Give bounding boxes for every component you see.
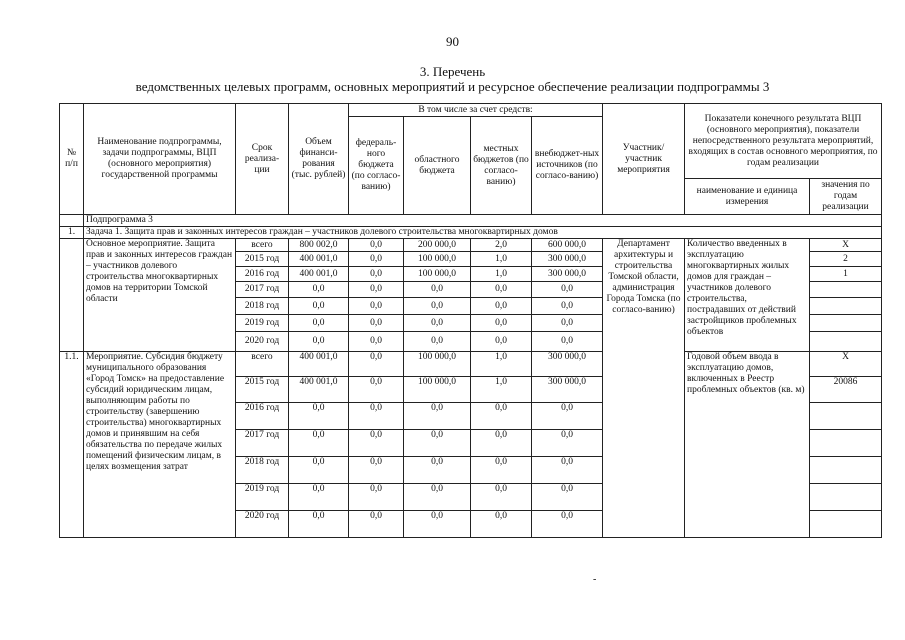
regional-cell: 0,0	[404, 511, 471, 538]
term-cell: всего	[236, 352, 289, 377]
federal-cell: 0,0	[349, 315, 404, 332]
extra-cell: 300 000,0	[532, 377, 603, 403]
federal-cell: 0,0	[349, 282, 404, 298]
federal-cell: 0,0	[349, 298, 404, 315]
term-cell: 2017 год	[236, 430, 289, 457]
main-activity-name: Основное мероприятие. Защита прав и законных интересов граждан – участников долевого строительства многоквартирных домов на территории Томской области	[84, 239, 236, 352]
extra-cell: 0,0	[532, 511, 603, 538]
regional-cell: 0,0	[404, 430, 471, 457]
regional-cell: 0,0	[404, 332, 471, 352]
volume-cell: 0,0	[289, 315, 349, 332]
term-cell: 2016 год	[236, 403, 289, 430]
task-no: 1.	[60, 227, 84, 239]
local-cell: 0,0	[471, 457, 532, 484]
federal-cell: 0,0	[349, 377, 404, 403]
extra-cell: 0,0	[532, 430, 603, 457]
local-cell: 0,0	[471, 332, 532, 352]
header-indicator-name: наименование и единица измерения	[685, 179, 810, 215]
term-cell: 2015 год	[236, 377, 289, 403]
federal-cell: 0,0	[349, 239, 404, 252]
indicator-value-cell: 20086	[810, 377, 882, 403]
volume-cell: 0,0	[289, 403, 349, 430]
header-federal: федераль-ного бюджета (по согласо-ванию)	[349, 117, 404, 215]
volume-cell: 0,0	[289, 511, 349, 538]
regional-cell: 200 000,0	[404, 239, 471, 252]
subprogram-label: Подпрограмма 3	[84, 215, 882, 227]
extra-cell: 600 000,0	[532, 239, 603, 252]
term-cell: 2019 год	[236, 484, 289, 511]
term-cell: 2016 год	[236, 267, 289, 282]
indicator-value-cell	[810, 484, 882, 511]
term-cell: 2020 год	[236, 332, 289, 352]
federal-cell: 0,0	[349, 511, 404, 538]
local-cell: 1,0	[471, 352, 532, 377]
regional-cell: 0,0	[404, 484, 471, 511]
federal-cell: 0,0	[349, 352, 404, 377]
header-volume: Объем финанси-рования (тыс. рублей)	[289, 104, 349, 215]
volume-cell: 0,0	[289, 332, 349, 352]
regional-cell: 0,0	[404, 457, 471, 484]
term-cell: 2015 год	[236, 252, 289, 267]
footer-mark: -	[593, 574, 597, 585]
regional-cell: 100 000,0	[404, 267, 471, 282]
local-cell: 2,0	[471, 239, 532, 252]
regional-cell: 0,0	[404, 315, 471, 332]
term-cell: 2018 год	[236, 298, 289, 315]
extra-cell: 300 000,0	[532, 267, 603, 282]
indicator-value-cell	[810, 298, 882, 315]
header-term: Срок реализа-ции	[236, 104, 289, 215]
extra-cell: 0,0	[532, 484, 603, 511]
header-indicators: Показатели конечного результата ВЦП (основного мероприятия), показатели непосредственного результата мероприятий, входящих в состав основного мероприятия, по годам реализации	[685, 104, 882, 179]
federal-cell: 0,0	[349, 403, 404, 430]
volume-cell: 0,0	[289, 457, 349, 484]
extra-cell: 0,0	[532, 282, 603, 298]
volume-cell: 0,0	[289, 430, 349, 457]
term-cell: всего	[236, 239, 289, 252]
indicator-value-cell	[810, 282, 882, 298]
local-cell: 0,0	[471, 484, 532, 511]
activity-1-1-no: 1.1.	[60, 352, 84, 538]
local-cell: 0,0	[471, 298, 532, 315]
extra-cell: 0,0	[532, 403, 603, 430]
header-extra: внебюджет-ных источников (по согласо-ванию)	[532, 117, 603, 215]
volume-cell: 400 001,0	[289, 252, 349, 267]
volume-cell: 400 001,0	[289, 377, 349, 403]
indicator-value-cell	[810, 457, 882, 484]
federal-cell: 0,0	[349, 267, 404, 282]
volume-cell: 400 001,0	[289, 267, 349, 282]
indicator-value-cell: 2	[810, 252, 882, 267]
term-cell: 2019 год	[236, 315, 289, 332]
title-line-1: 3. Перечень	[419, 64, 486, 79]
extra-cell: 0,0	[532, 332, 603, 352]
local-cell: 1,0	[471, 377, 532, 403]
local-cell: 0,0	[471, 315, 532, 332]
indicator-value-cell	[810, 511, 882, 538]
volume-cell: 0,0	[289, 282, 349, 298]
activity-1-1-indicator-name: Годовой объем ввода в эксплуатацию домов, включенных в Реестр проблемных объектов (кв. м)	[685, 352, 810, 538]
participant-cell: Департамент архитектуры и строительства Томской области, администрация Города Томска (по согласо-ванию)	[603, 239, 685, 538]
regional-cell: 100 000,0	[404, 377, 471, 403]
regional-cell: 0,0	[404, 282, 471, 298]
regional-cell: 100 000,0	[404, 252, 471, 267]
subprogram-no	[60, 215, 84, 227]
local-cell: 0,0	[471, 282, 532, 298]
federal-cell: 0,0	[349, 332, 404, 352]
header-participant: Участник/ участник мероприятия	[603, 104, 685, 215]
header-local: местных бюджетов (по согласо-ванию)	[471, 117, 532, 215]
local-cell: 0,0	[471, 430, 532, 457]
extra-cell: 300 000,0	[532, 352, 603, 377]
regional-cell: 100 000,0	[404, 352, 471, 377]
local-cell: 0,0	[471, 403, 532, 430]
volume-cell: 800 002,0	[289, 239, 349, 252]
federal-cell: 0,0	[349, 252, 404, 267]
extra-cell: 0,0	[532, 315, 603, 332]
term-cell: 2020 год	[236, 511, 289, 538]
local-cell: 0,0	[471, 511, 532, 538]
header-no: № п/п	[60, 104, 84, 215]
indicator-value-cell	[810, 403, 882, 430]
local-cell: 1,0	[471, 252, 532, 267]
extra-cell: 0,0	[532, 457, 603, 484]
activity-1-1-name: Мероприятие. Субсидия бюджету муниципального образования «Город Томск» на предоставление субсидий юридическим лицам, выполняющим работы по строительству (завершению строительства) многоквартирных домов и принявшим на себя обязательства по передаче жилых помещений физическим лицам, в целях возмещения затрат	[84, 352, 236, 538]
volume-cell: 0,0	[289, 484, 349, 511]
indicator-value-cell: X	[810, 352, 882, 377]
volume-cell: 0,0	[289, 298, 349, 315]
regional-cell: 0,0	[404, 403, 471, 430]
regional-cell: 0,0	[404, 298, 471, 315]
task-label: Задача 1. Защита прав и законных интересов граждан – участников долевого строительства многоквартирных домов	[84, 227, 882, 239]
indicator-value-cell	[810, 332, 882, 352]
page-number: 90	[446, 34, 459, 49]
indicator-value-cell	[810, 315, 882, 332]
activities-table	[59, 103, 882, 538]
indicator-value-cell	[810, 430, 882, 457]
main-indicator-name: Количество введенных в эксплуатацию многоквартирных жилых домов для граждан – участников долевого строительства, пострадавших от действий застройщиков проблемных объектов	[685, 239, 810, 352]
volume-cell: 400 001,0	[289, 352, 349, 377]
header-name: Наименование подпрограммы, задачи подпрограммы, ВЦП (основного мероприятия) государственной программы	[84, 104, 236, 215]
indicator-value-cell: X	[810, 239, 882, 252]
term-cell: 2018 год	[236, 457, 289, 484]
main-activity-no	[60, 239, 84, 352]
header-indicator-values: значения по годам реализации	[810, 179, 882, 215]
federal-cell: 0,0	[349, 430, 404, 457]
header-regional: областного бюджета	[404, 117, 471, 215]
page-title	[0, 64, 905, 94]
extra-cell: 300 000,0	[532, 252, 603, 267]
extra-cell: 0,0	[532, 298, 603, 315]
title-line-2: ведомственных целевых программ, основных мероприятий и ресурсное обеспечение реализации подпрограммы 3	[135, 79, 770, 94]
indicator-value-cell: 1	[810, 267, 882, 282]
term-cell: 2017 год	[236, 282, 289, 298]
local-cell: 1,0	[471, 267, 532, 282]
federal-cell: 0,0	[349, 484, 404, 511]
federal-cell: 0,0	[349, 457, 404, 484]
header-including: В том числе за счет средств:	[349, 104, 603, 117]
